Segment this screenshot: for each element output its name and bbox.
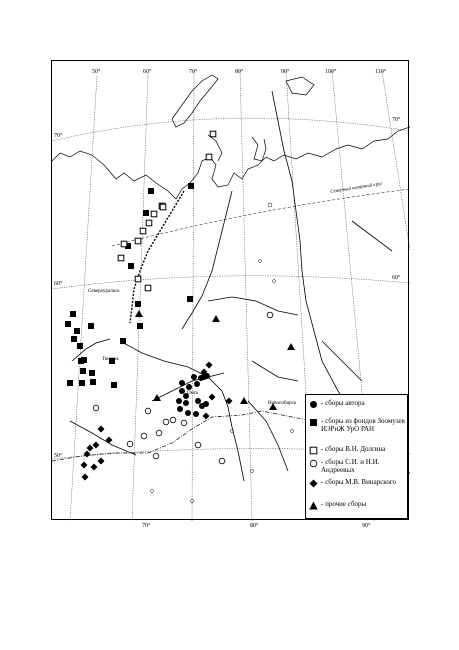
filled-circle-marker (183, 400, 189, 406)
lat-label-right: 60° (392, 275, 401, 281)
lon-label-top: 80° (235, 69, 244, 75)
open-square-marker (151, 211, 157, 217)
filled-circle-marker (191, 374, 197, 380)
filled-circle-marker (176, 398, 182, 404)
filled-triangle-marker (135, 310, 143, 317)
open-circle-marker (141, 433, 147, 439)
city-label-omsk: Омск (187, 391, 199, 396)
open-square-marker (135, 238, 141, 244)
city-label-severouralsk: Североуральск (88, 289, 120, 294)
filled-triangle-marker (212, 315, 220, 322)
filled-diamond-icon (309, 479, 318, 488)
lat-label-left: 60° (54, 281, 63, 287)
filled-square-marker (65, 321, 71, 327)
filled-square-marker (89, 370, 95, 376)
legend-item (309, 417, 405, 433)
coastline (52, 75, 410, 199)
legend-item (309, 478, 405, 488)
filled-diamond-marker (98, 426, 105, 433)
filled-square-marker (70, 311, 76, 317)
filled-diamond-marker (84, 451, 91, 458)
open-circle-marker (170, 417, 176, 423)
legend-item (309, 399, 405, 409)
open-square-marker (160, 204, 166, 210)
filled-square-marker (120, 338, 126, 344)
filled-diamond-marker (98, 458, 105, 465)
filled-square-marker (74, 328, 80, 334)
filled-circle-marker (179, 380, 185, 386)
filled-square-marker (88, 323, 94, 329)
legend-item-label: - сборы С.И. и Н.И. Андреевых (321, 458, 380, 474)
filled-circle-marker (193, 411, 199, 417)
open-square-marker (210, 131, 216, 137)
open-circle-marker (145, 408, 151, 414)
filled-circle-marker (179, 388, 185, 394)
open-square-marker (206, 154, 212, 160)
map-legend (305, 394, 408, 519)
filled-diamond-marker (87, 445, 94, 452)
filled-diamond-marker (91, 464, 98, 471)
lon-label-bottom: 90° (362, 523, 371, 529)
filled-square-marker (80, 368, 86, 374)
lon-label-top: 110° (375, 69, 387, 75)
open-circle-marker (93, 405, 99, 411)
filled-circle-marker (194, 381, 200, 387)
city-label-novosibirsk: Новосибирск (268, 401, 297, 406)
markers-layer (65, 131, 316, 480)
legend-item-label: - сборы М.В. Винарского (321, 478, 397, 486)
filled-triangle-marker (240, 397, 248, 404)
map-frame (51, 60, 409, 529)
filled-square-marker (137, 323, 143, 329)
lon-label-top: 70° (189, 69, 198, 75)
filled-diamond-marker (209, 394, 216, 401)
filled-square-marker (71, 336, 77, 342)
open-square-marker (145, 285, 151, 291)
filled-diamond-marker (81, 462, 88, 469)
filled-square-marker (135, 301, 141, 307)
legend-item-label: - сборы из фондов Зоомузея ИЭРиЖ УрО РАН (321, 417, 405, 433)
legend-item (309, 445, 405, 455)
open-circle-marker (267, 312, 273, 318)
lon-label-top: 60° (143, 69, 152, 75)
legend-item (309, 500, 405, 510)
open-circle-marker (219, 458, 225, 464)
filled-circle-icon (309, 400, 318, 409)
filled-square-marker (128, 263, 134, 269)
open-square-marker (121, 241, 127, 247)
open-circle-marker (156, 430, 162, 436)
filled-square-marker (111, 382, 117, 388)
filled-square-icon (309, 418, 318, 427)
filled-square-marker (90, 379, 96, 385)
filled-circle-marker (203, 401, 209, 407)
open-circle-marker (153, 453, 159, 459)
open-square-marker (146, 220, 152, 226)
filled-square-marker (77, 343, 83, 349)
legend-item-label: - сборы автора (321, 399, 365, 407)
filled-square-marker (148, 188, 154, 194)
filled-diamond-marker (82, 474, 89, 481)
filled-circle-marker (177, 406, 183, 412)
open-circle-marker (195, 442, 201, 448)
lon-label-top: 90° (281, 69, 290, 75)
filled-triangle-marker (287, 343, 295, 350)
open-square-marker (140, 228, 146, 234)
open-circle-marker (163, 419, 169, 425)
filled-square-marker (79, 380, 85, 386)
open-circle-icon (309, 459, 318, 468)
open-square-marker (118, 255, 124, 261)
lat-label-right: 70° (392, 117, 401, 123)
filled-diamond-marker (106, 437, 113, 444)
filled-triangle-icon (309, 501, 318, 510)
filled-diamond-marker (93, 442, 100, 449)
open-square-marker (135, 276, 141, 282)
open-circle-marker (181, 420, 187, 426)
filled-square-marker (143, 210, 149, 216)
filled-square-marker (187, 296, 193, 302)
lon-label-top: 100° (325, 69, 337, 75)
filled-square-marker (67, 380, 73, 386)
filled-diamond-marker (203, 413, 210, 420)
lon-label-top: 50° (92, 69, 101, 75)
filled-circle-marker (195, 398, 201, 404)
arctic-circle-label: Северный полярный круг (330, 181, 383, 195)
lon-label-bottom: 80° (250, 523, 259, 529)
city-label-tyumen: Тюмень (102, 357, 119, 362)
filled-circle-marker (186, 384, 192, 390)
lat-label-left: 50° (54, 453, 63, 459)
legend-item-label: - сборы В.Н. Долгина (321, 445, 386, 453)
filled-square-marker (188, 183, 194, 189)
lon-label-bottom: 70° (142, 523, 151, 529)
lat-label-left: 70° (54, 133, 63, 139)
legend-item-label: - прочие сборы (321, 500, 367, 508)
filled-diamond-marker (206, 362, 213, 369)
filled-circle-marker (185, 410, 191, 416)
legend-item (309, 458, 405, 474)
open-circle-marker (127, 441, 133, 447)
open-square-icon (309, 446, 318, 455)
filled-square-marker (81, 357, 87, 363)
